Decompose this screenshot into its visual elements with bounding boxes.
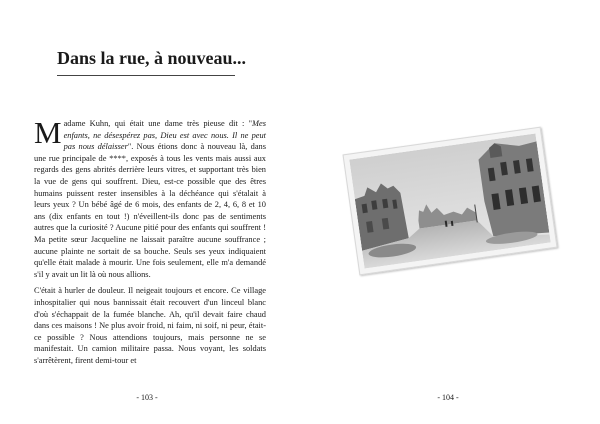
title-underline [57,75,235,76]
drop-cap: M [34,115,62,150]
war-ruined-street-photo-icon [349,133,550,268]
paragraph-1-body: ". Nous étions donc à nouveau là, dans une rue principale de ****, exposés à tous les vents mais aussi aux regards des gens abrités derrière leurs vitres, et supportant très bien la vue de gens qui souffrent. Dieu, est-ce possible que des êtres humains puissent rester insensibles à la déchéance qui s'étalait à leurs yeux ? Un bébé âgé de 6 mois, des enfants de 2, 4, 6, 8 et 10 ans (dix enfants en tout !) n'éveillent-ils donc pas de sentiments autres que la curiosité ? Aucune pitié pour des enfants qui souffrent ! Ma petite sœur Jacqueline ne laissait paraître aucune souffrance ; aucune plainte ne sortait de sa bouche. Seuls ses yeux indiquaient qu'elle était malade à mourir. Une fois seulement, elle m'a demandé s'il y avait un lit là où nous allions. [34,142,266,279]
page-number-right: - 104 - [437,393,459,402]
paragraph-1 [34,115,266,280]
body-text [34,115,266,366]
paragraph-1-quote: Mes enfants, ne désespérez pas, Dieu est avec nous. Il ne peut pas nous délaisser [63,119,266,152]
chapter-title: Dans la rue, à nouveau... [57,48,247,68]
paragraph-1-intro: adame Kuhn, qui était une dame très pieuse dit : " [63,119,253,128]
photo-svg [349,133,550,268]
paragraph-2: C'était à hurler de douleur. Il neigeait toujours et encore. Ce village inhospitalier qui nous bannissait était recouvert d'un linceul blanc d'où s'échappait de la fumée blanche. Ah, qu'il devait faire chaud dans ces maisons ! Ne plus avoir froid, ni faim, ni soif, ni peur, était-ce possible ? Nous attendions toujours, mais personne ne se manifestait. Un camion militaire passa. Nous voyant, les soldats s'arrêtèrent, firent demi-tour et [34,286,266,365]
page-number-left: - 103 - [136,393,158,402]
